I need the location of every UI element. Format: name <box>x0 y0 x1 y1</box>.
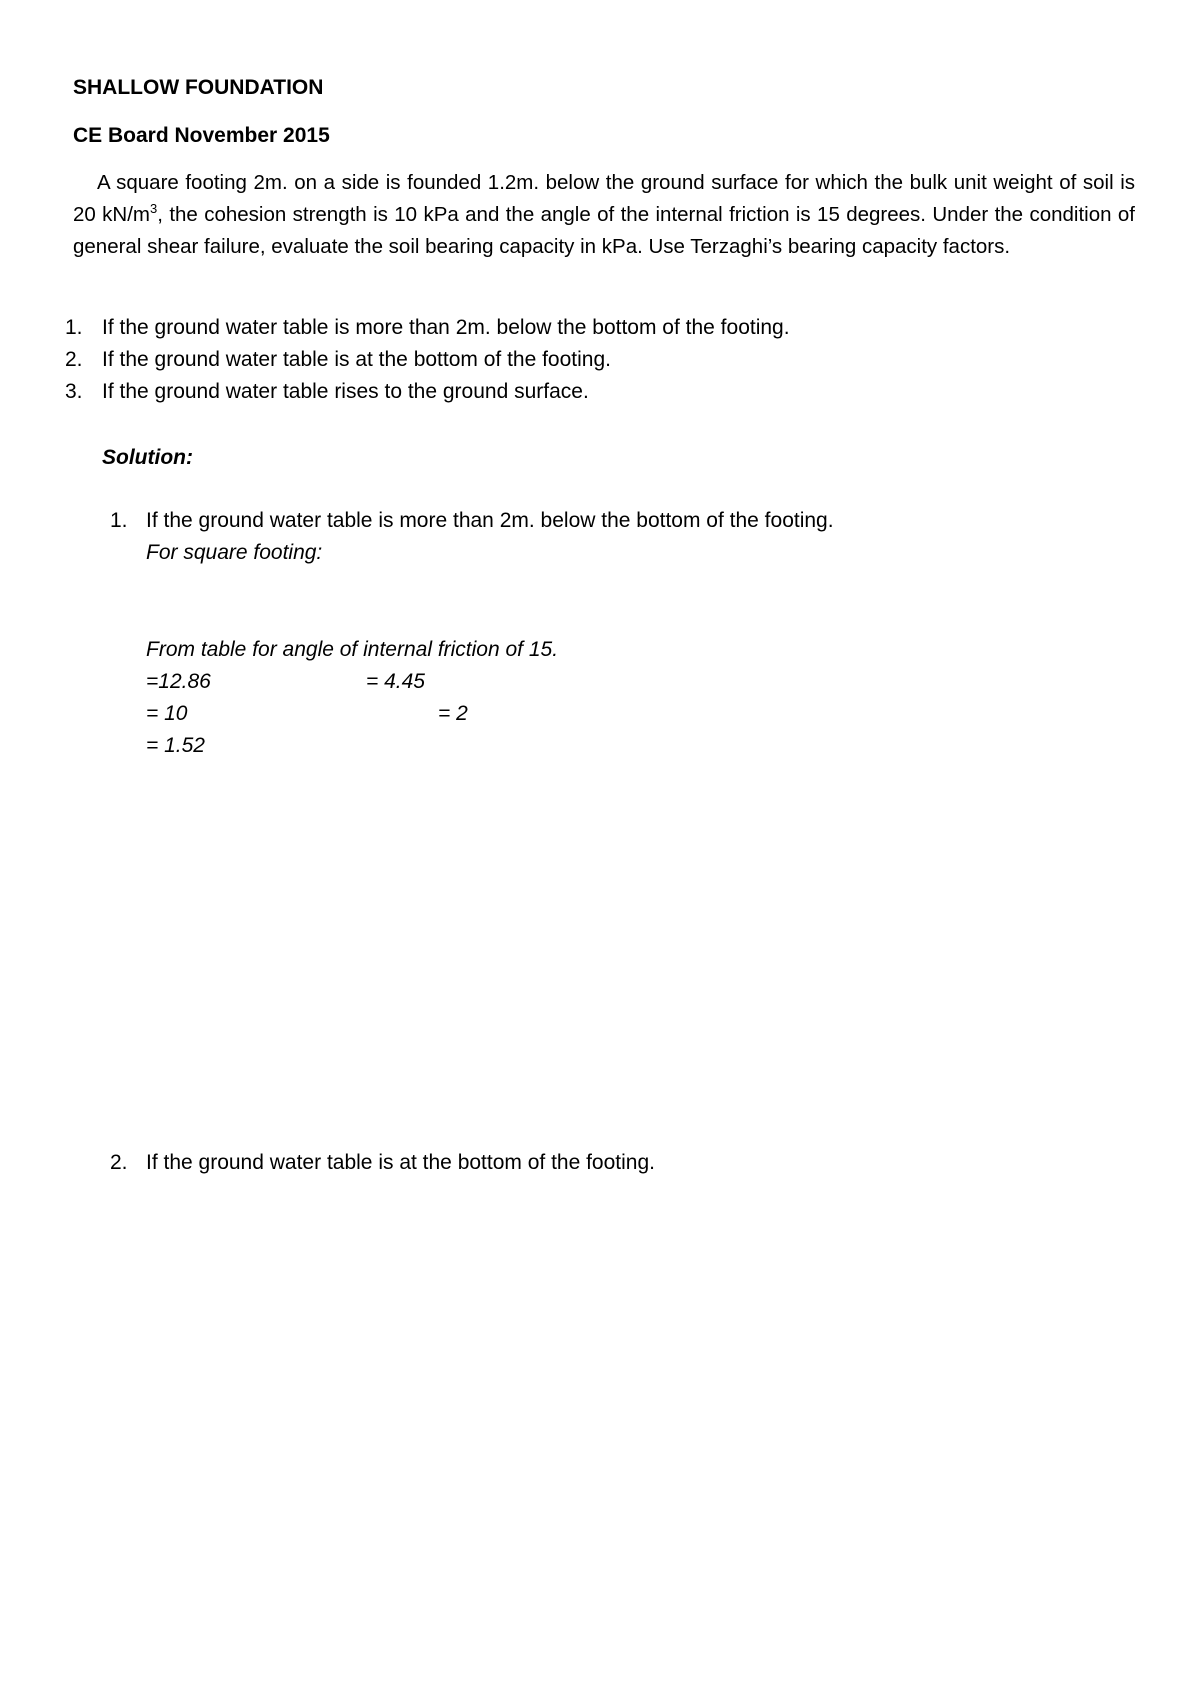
list-item <box>65 344 790 376</box>
question-list <box>65 312 790 408</box>
problem-statement <box>73 167 1135 263</box>
list-item <box>65 376 790 408</box>
footing-width-value: = 2 <box>438 702 468 725</box>
solution-item-number: 1. <box>110 509 128 532</box>
solution-label: Solution: <box>102 446 193 469</box>
solution-item-text: If the ground water table is more than 2m. below the bottom of the footing. <box>146 509 834 532</box>
question-number: 3. <box>65 380 83 403</box>
cohesion-value: = 10 <box>146 702 188 725</box>
question-text: If the ground water table rises to the ground surface. <box>102 380 589 403</box>
factor-nq-value: = 4.45 <box>366 670 425 693</box>
list-item <box>65 312 790 344</box>
factor-nc-value: =12.86 <box>146 670 211 693</box>
question-number: 2. <box>65 348 83 371</box>
solution-item-number: 2. <box>110 1151 128 1174</box>
document-subtitle: CE Board November 2015 <box>73 124 330 147</box>
document-title: SHALLOW FOUNDATION <box>73 76 324 99</box>
question-text: If the ground water table is at the bottom of the footing. <box>102 348 611 371</box>
factor-ngamma-value: = 1.52 <box>146 734 205 757</box>
factor-table-note: From table for angle of internal friction of 15. <box>146 638 559 661</box>
problem-text-part2: , the cohesion strength is 10 kPa and the angle of the internal friction is 15 degrees. Under the condition of general shear failure, evaluate the soil bearing capacity in kPa. Use Terzaghi’s bearing capacity factors. <box>73 203 1135 258</box>
for-square-footing-label: For square footing: <box>146 541 323 564</box>
question-text: If the ground water table is more than 2m. below the bottom of the footing. <box>102 316 790 339</box>
problem-superscript: 3 <box>150 201 158 217</box>
solution-item-text: If the ground water table is at the bottom of the footing. <box>146 1151 655 1174</box>
problem-text-part1: A square footing 2m. on a side is founded 1.2m. below the ground surface for which the bulk unit weight of soil is 20 kN/m <box>73 171 1135 226</box>
question-number: 1. <box>65 316 83 339</box>
